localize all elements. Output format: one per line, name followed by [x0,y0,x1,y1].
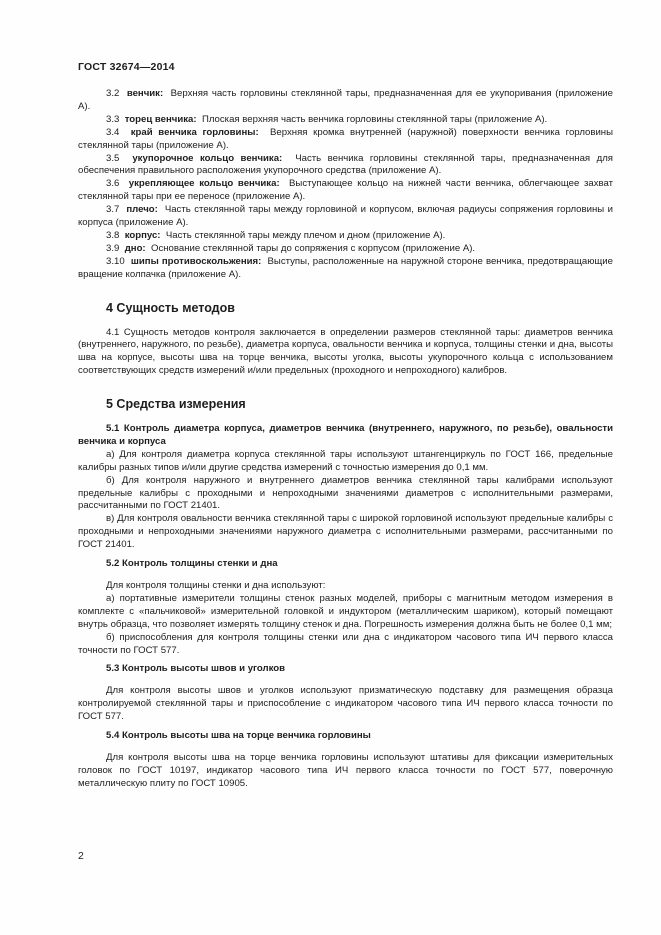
subsection-5-3-title: 5.3 Контроль высоты швов и уголков [106,663,286,675]
subsection-5-4-title: 5.4 Контроль высоты шва на торце венчика горловины [106,730,371,742]
subsection-5-1-item-a: а) Для контроля диаметра корпуса стеклянной тары используют штангенциркуль по ГОСТ 166, предельные калибры разных типов и/или другие средства измерений с точностью измерения до 0,1 мм. [78,448,613,473]
terms-list [78,88,613,282]
subsection-5-4-text: Для контроля высоты шва на торце венчика горловины используют штативы для фиксации измерительных головок по ГОСТ 10197, индикатор часового типа ИЧ первого класса точности по ГОСТ 577, поверочную металлическую плиту по ГОСТ 10905. [78,751,613,789]
section-4-paragraph: 4.1 Сущность методов контроля заключается в определении размеров стеклянной тары: диаметров венчика (внутреннего, наружного, по резьбе), диаметра корпуса, овальности венчика и корпуса, толщины стенки и дна, высоты шва на корпусе, высоты шва на торце венчика, высоты уголка, высоты укупорочного кольца с использованием соответствующих средств измерений и/или предельных (проходного и непроходного) калибров. [78,326,613,377]
subsection-5-2-title: 5.2 Контроль толщины стенки и дна [106,558,278,570]
term-item: 3.10 шипы противоскольжения: Выступы, расположенные на наружной стороне венчика, предотвращающие вращение колпачка (приложение А). [78,255,613,280]
subsection-5-2-intro: Для контроля толщины стенки и дна используют: [106,580,326,591]
term-item: 3.3 торец венчика: Плоская верхняя часть венчика горловины стеклянной тары (приложение А). [106,113,548,125]
subsection-5-2-item-a: а) портативные измерители толщины стенок разных моделей, приборы с магнитным методом измерения в комплекте с «пальчиковой» измерительной головкой и индуктором (металлическим шариком), который помещают внутрь образца, что позволяет измерять толщину стенок и дна. Погрешность измерения должна быть не более 0,1 мм; [78,592,613,630]
term-item: 3.5 укупорочное кольцо венчика: Часть венчика горловины стеклянной тары, предназначенная для обеспечения правильного расположения укупорочного средства (приложение А). [78,152,613,177]
document-header: ГОСТ 32674—2014 [78,61,175,73]
page-number: 2 [78,850,84,862]
subsection-5-1-item-b: б) Для контроля наружного и внутреннего диаметров венчика стеклянной тары калибрами используют предельные калибры с проходными и непроходными значениями диаметров с исполнительными размерами, рассчитанными по ГОСТ 21401. [78,474,613,512]
term-item: 3.9 дно: Основание стеклянной тары до сопряжения с корпусом (приложение А). [106,242,476,254]
subsection-5-1-title: 5.1 Контроль диаметра корпуса, диаметров венчика (внутреннего, наружного, по резьбе), овальности венчика и корпуса [78,423,613,447]
subsection-5-1-item-c: в) Для контроля овальности венчика стеклянной тары с широкой горловиной используют предельные калибры с проходными и непроходными значениями наружного диаметра с исполнительными размерами, рассчитанными по ГОСТ 21401. [78,513,613,551]
term-item: 3.2 венчик: Верхняя часть горловины стеклянной тары, предназначенная для ее укупоривания (приложение А). [78,88,614,112]
term-item: 3.7 плечо: Часть стеклянной тары между горловиной и корпусом, включая радиусы сопряжения горловины и корпуса (приложение А). [78,204,613,229]
subsection-5-2-item-b: б) приспособления для контроля толщины стенки или дна с индикатором часового типа ИЧ первого класса точности по ГОСТ 577. [78,631,613,656]
term-item: 3.6 укрепляющее кольцо венчика: Выступающее кольцо на нижней части венчика, облегчающее захват стеклянной тары при ее переносе (приложение А). [78,178,614,203]
term-item: 3.4 край венчика горловины: Верхняя кромка внутренней (наружной) поверхности венчика горловины стеклянной тары (приложение А). [78,126,614,151]
section-4-heading: 4 Сущность методов [106,300,235,315]
subsection-5-3-text: Для контроля высоты швов и уголков используют призматическую подставку для размещения образца контролируемой стеклянной тары и приспособление с индикатором часового типа ИЧ первого класса точности по ГОСТ 577. [78,685,613,723]
term-item: 3.8 корпус: Часть стеклянной тары между плечом и дном (приложение А). [106,229,446,241]
section-5-heading: 5 Средства измерения [106,397,246,412]
page-content [78,88,613,791]
